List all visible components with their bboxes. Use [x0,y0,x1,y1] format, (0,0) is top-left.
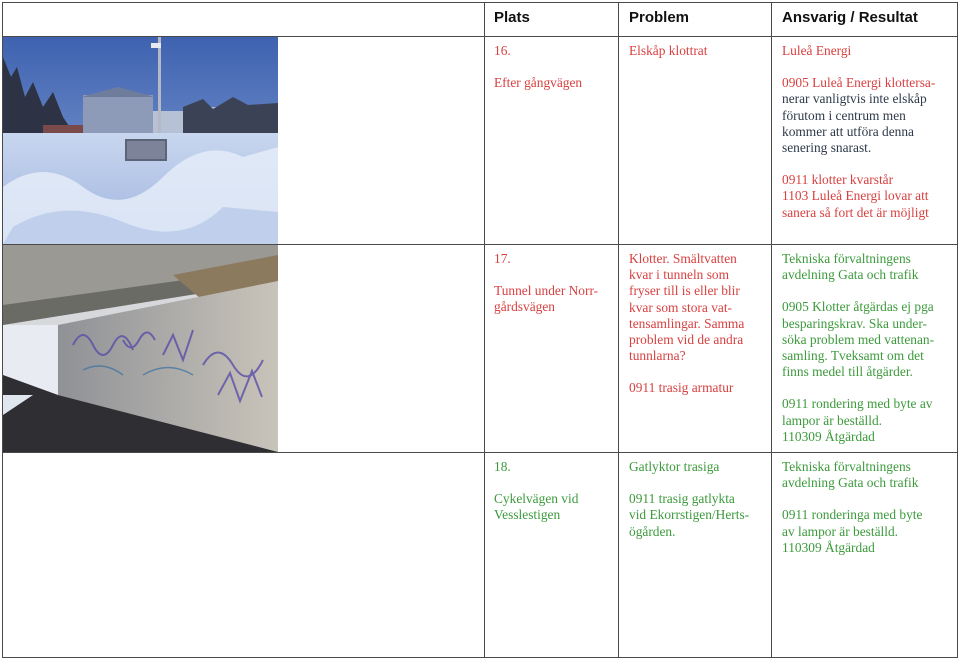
row16-problem [629,43,707,59]
row17-problem-line: fryser till is eller blir [629,283,740,299]
row17-problem-line: tunnlarna? [629,348,686,364]
row18-location-line: Vesslestigen [494,507,561,523]
row16-result-line: 0905 Luleå Energi klottersa- [782,75,936,91]
row17-result-line: söka problem med vattenan- [782,331,935,347]
header-ansvarig: Ansvarig / Resultat [782,9,918,26]
row18-number: 18. [494,459,511,474]
row17-result-line: samling. Tveksamt om det [782,348,924,364]
row17-result-line: besparingskrav. Ska under- [782,315,928,331]
row18-result-line: 0911 ronderinga med byte [782,507,923,523]
row17-problem2: 0911 trasig armatur [629,380,734,396]
row17-result-line: 0905 Klotter åtgärdas ej pga [782,299,934,315]
row18-responsible-line: Tekniska förvaltningens [782,459,911,474]
row16-responsible: Luleå Energi [782,43,852,58]
row-divider [2,452,958,453]
row17-responsible-line: Tekniska förvaltningens [782,251,911,266]
row18-responsible-line: avdelning Gata och trafik [782,475,919,491]
row17-problem-line: problem vid de andra [629,332,744,348]
row16-number: 16. [494,43,511,58]
column-divider [618,2,619,658]
row18-plats [494,459,578,524]
row17-responsible-line: avdelning Gata och trafik [782,267,919,283]
row16-result2-line: 1103 Luleå Energi lovar att [782,188,929,204]
row17-result2-line: lampor är beställd. [782,412,883,428]
row17-result2-line: 110309 Åtgärdad [782,428,875,444]
column-divider [484,2,485,658]
row17-problem-line: kvar i tunneln som [629,267,730,283]
row17-result [782,251,934,445]
row18-problem2-line: vid Ekorrstigen/Herts- [629,507,750,523]
row18-result-line: av lampor är beställd. [782,523,899,539]
row18-problem-line: Gatlyktor trasiga [629,459,720,474]
row17-result2-line: 0911 rondering med byte av [782,396,933,412]
row18-result-line: 110309 Åtgärdad [782,539,875,555]
header-plats: Plats [494,9,530,26]
row17-location-line: gårdsvägen [494,299,555,315]
row17-problem-line: Klotter. Smältvatten [629,251,737,266]
photo-electrical-cabinet [3,37,278,244]
row16-result [782,43,935,221]
row17-number: 17. [494,251,511,266]
row17-problem-line: kvar som stora vat- [629,299,733,315]
row17-result-line: finns medel till åtgärder. [782,364,913,380]
header-problem: Problem [629,9,690,26]
column-divider [771,2,772,658]
row16-result2-line: 0911 klotter kvarstår [782,172,894,188]
row16-result-line: kommer att utföra denna [782,123,914,139]
row18-location-line: Cykelvägen vid [494,491,579,507]
photo-tunnel-graffiti [3,245,278,452]
row16-result-line: förutom i centrum men [782,107,906,123]
row16-result-line: nerar vanligtvis inte elskåp [782,91,927,107]
row17-problem [629,251,744,397]
row18-problem2-line: ögården. [629,523,676,539]
row18-result [782,459,922,556]
row17-plats [494,251,598,316]
row16-plats [494,43,582,91]
row18-problem2-line: 0911 trasig gatlykta [629,491,735,507]
row16-location: Efter gångvägen [494,75,583,91]
row18-problem [629,459,749,540]
row17-location-line: Tunnel under Norr- [494,283,599,299]
row16-result2-line: sanera så fort det är möjligt [782,204,929,220]
row17-problem-line: tensamlingar. Samma [629,315,745,331]
row16-problem-line: Elskåp klottrat [629,43,708,58]
row16-result-line: senering snarast. [782,140,872,156]
